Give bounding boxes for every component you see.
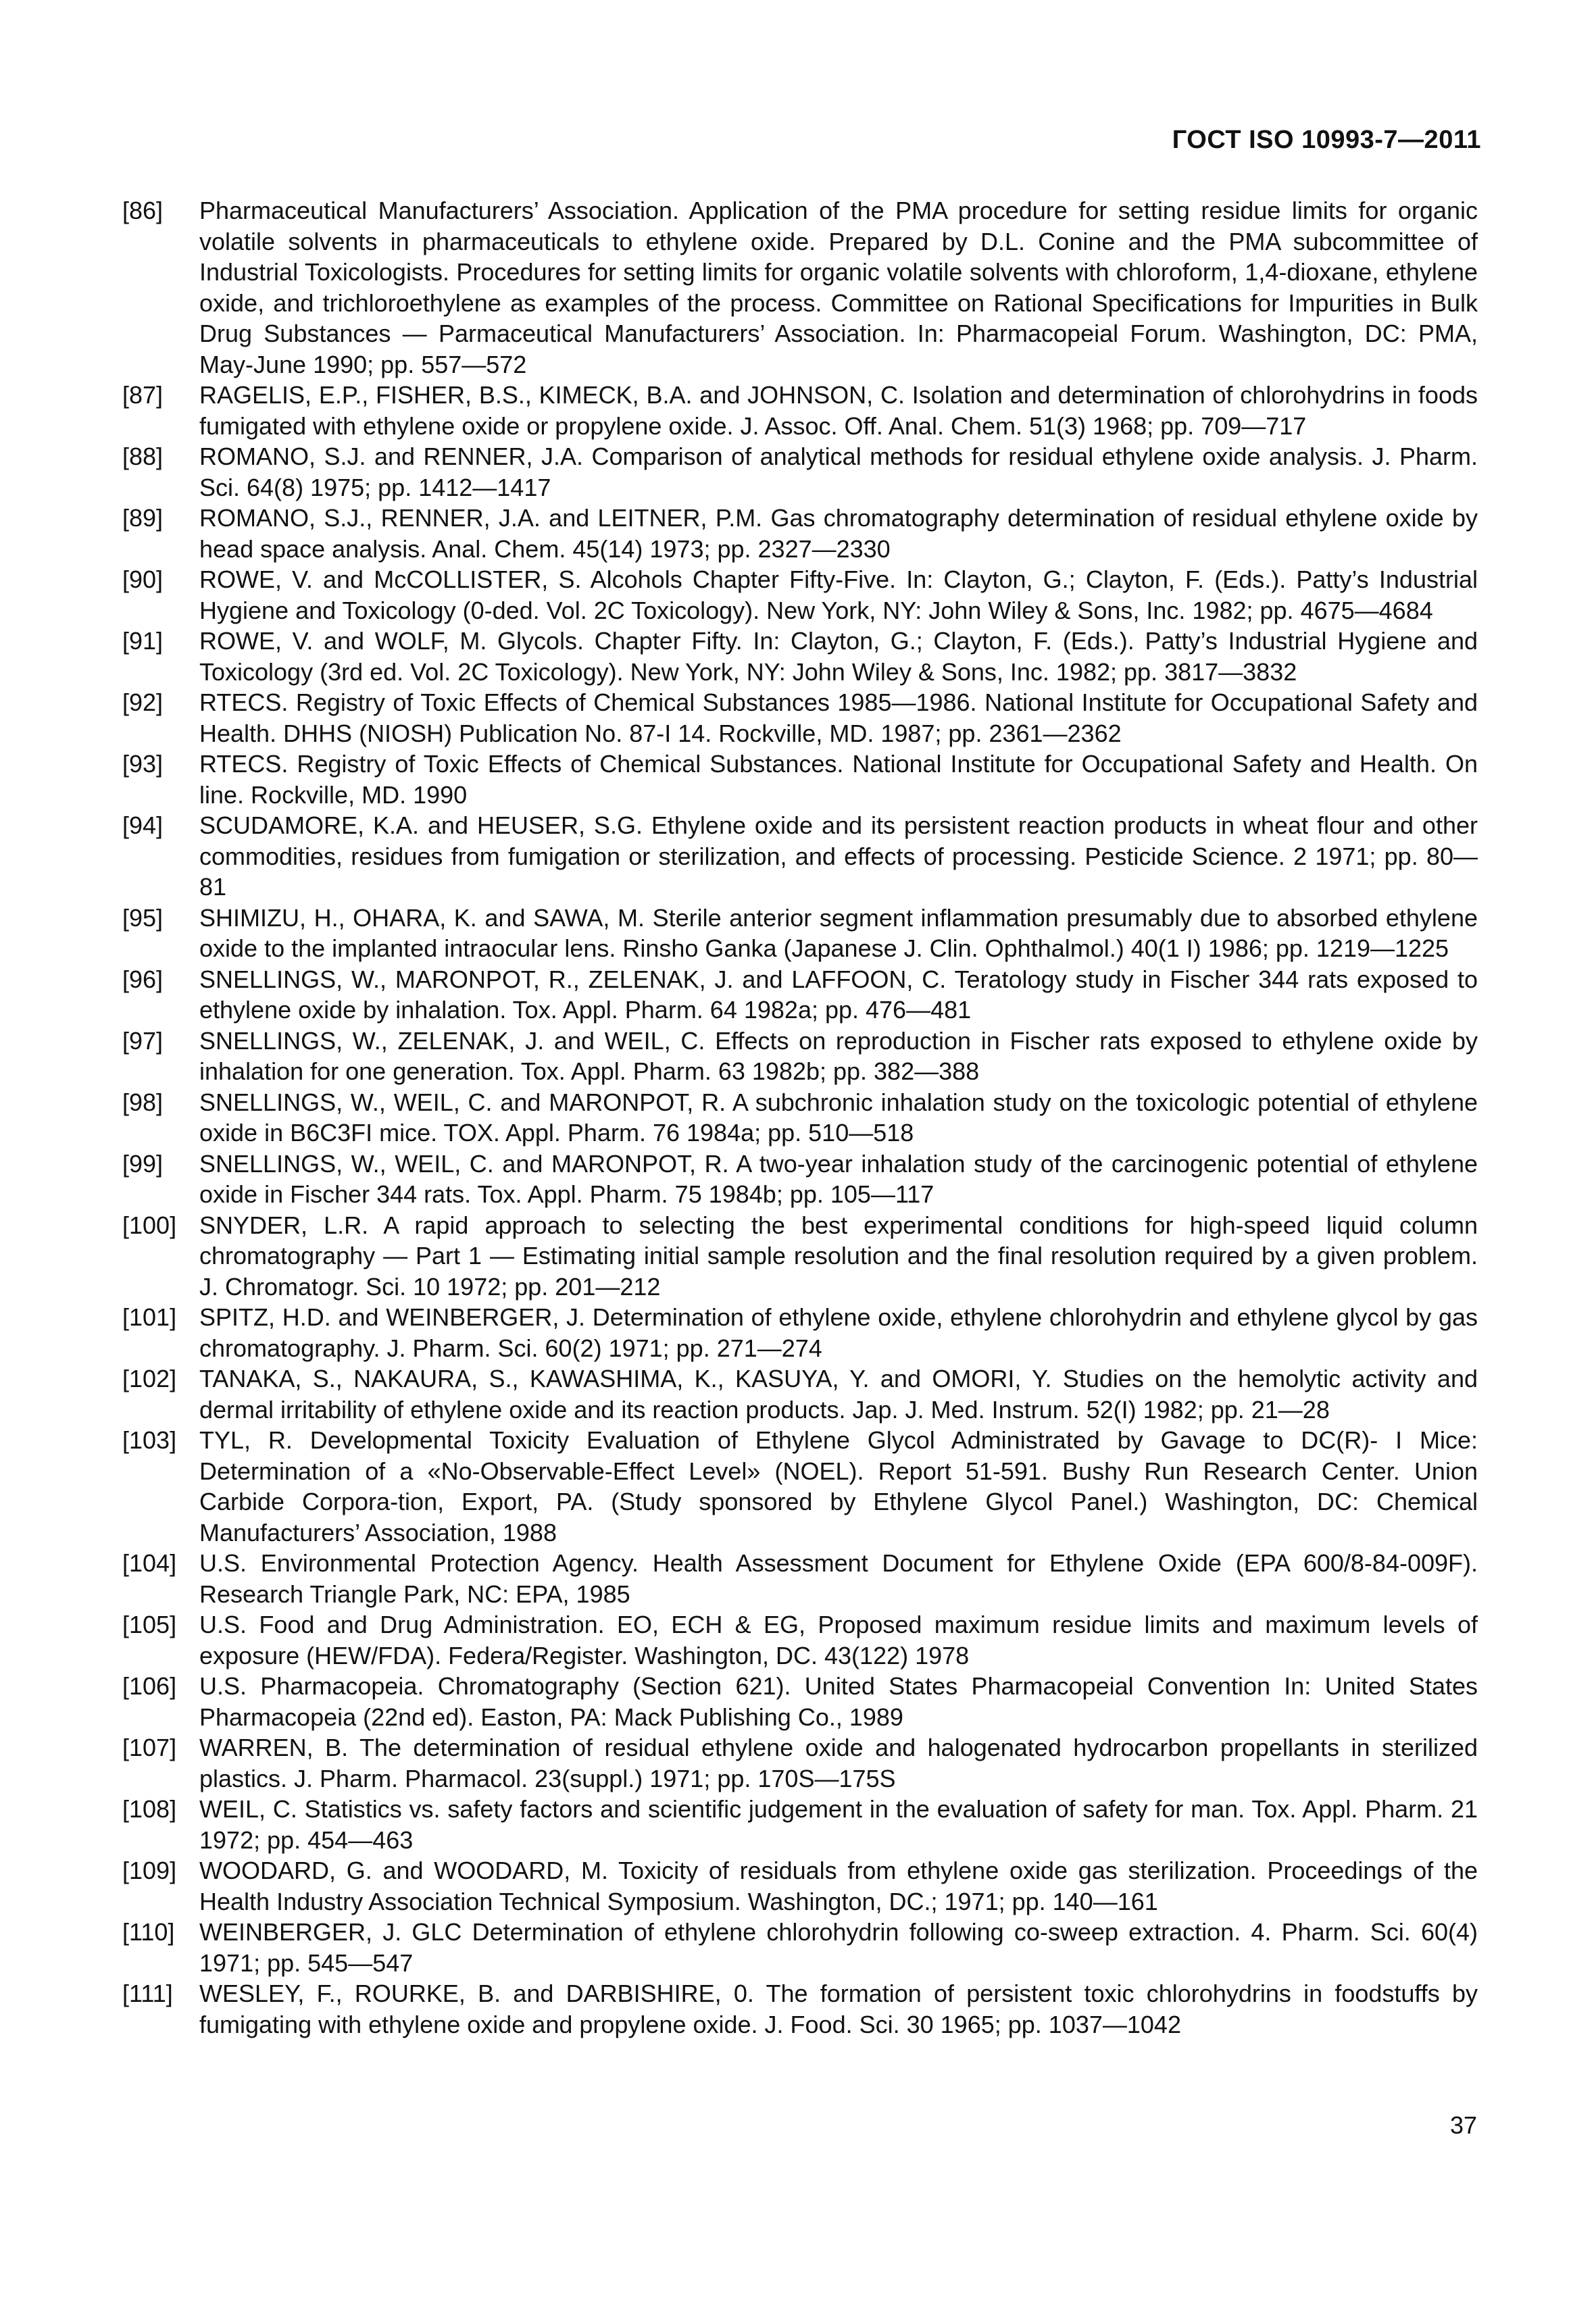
reference-number: [96] [122, 965, 164, 993]
reference-text: TANAKA, S., NAKAURA, S., KAWASHIMA, K., KASUYA, Y. and OMORI, Y. Studies on the hemolytic activity and dermal irritability of ethylene oxide and its reaction products. Jap. J. Med. Instrum. 52(I) 1982; pp. 21—28 [199, 1365, 1478, 1424]
reference-text: SNYDER, L.R. A rapid approach to selecting the best experimental conditions for high-speed liquid column chromatography — Part 1 — Estimating initial sample resolution and the final resolution required by a given problem. J. Chromatogr. Sci. 10 1972; pp. 201—212 [199, 1211, 1478, 1301]
reference-number: [88] [122, 443, 164, 470]
reference-text: Pharmaceutical Manufacturers’ Association. Application of the PMA procedure for setting residue limits for organic volatile solvents in pharmaceuticals to ethylene oxide. Prepared by D.L. Conine and the PMA subcommittee of Industrial Toxicologists. Procedures for setting limits for organic volatile solvents with chloroform, 1,4-dioxane, ethylene oxide, and trichloroethylene as examples of the process. Committee on Rational Specifications for Impurities in Bulk Drug Substances — Parmaceutical Manufacturers’ Association. In: Pharmacopeial Forum. Washington, DC: PMA, May-June 1990; pp. 557—572 [199, 197, 1478, 378]
reference-text: RAGELIS, E.P., FISHER, B.S., KIMECK, B.A. and JOHNSON, C. Isolation and determination of chlorohydrins in foods fumigated with ethylene oxide or propylene oxide. J. Assoc. Off. Anal. Chem. 51(3) 1968; pp. 709—717 [199, 381, 1478, 440]
reference-text: SNELLINGS, W., ZELENAK, J. and WEIL, C. Effects on reproduction in Fischer rats exposed to ethylene oxide by inhalation for one generation. Tox. Appl. Pharm. 63 1982b; pp. 382—388 [199, 1026, 1478, 1085]
reference-item [122, 1609, 1478, 1671]
reference-text: SPITZ, H.D. and WEINBERGER, J. Determination of ethylene oxide, ethylene chlorohydrin and ethylene glycol by gas chromatography. J. Pharm. Sci. 60(2) 1971; pp. 271—274 [199, 1303, 1478, 1362]
reference-number: [103] [122, 1426, 177, 1454]
reference-text: ROWE, V. and McCOLLISTER, S. Alcohols Chapter Fifty-Five. In: Clayton, G.; Clayton, F. (Eds.). Patty’s Industrial Hygiene and Toxicology (0-ded. Vol. 2C Toxicology). New York, NY: John Wiley & Sons, Inc. 1982; pp. 4675—4684 [199, 565, 1478, 624]
reference-text: WESLEY, F., ROURKE, B. and DARBISHIRE, 0. The formation of persistent toxic chlorohydrins in foodstuffs by fumigating with ethylene oxide and propylene oxide. J. Food. Sci. 30 1965; pp. 1037—1042 [199, 1980, 1478, 2038]
reference-item [122, 964, 1478, 1026]
reference-item [122, 1425, 1478, 1548]
reference-number: [111] [122, 1980, 173, 2007]
reference-number: [87] [122, 381, 164, 409]
reference-item [122, 503, 1478, 564]
reference-item [122, 380, 1478, 441]
reference-item [122, 903, 1478, 964]
reference-item [122, 1732, 1478, 1794]
reference-text: U.S. Environmental Protection Agency. Health Assessment Document for Ethylene Oxide (EPA 600/8-84-009F). Research Triangle Park, NC: EPA, 1985 [199, 1549, 1478, 1608]
reference-item [122, 1855, 1478, 1917]
reference-text: ROMANO, S.J., RENNER, J.A. and LEITNER, P.M. Gas chromatography determination of residual ethylene oxide by head space analysis. Anal. Chem. 45(14) 1973; pp. 2327—2330 [199, 504, 1478, 563]
standard-header: ГОСТ ISO 10993-7—2011 [1172, 126, 1481, 154]
reference-number: [90] [122, 565, 164, 593]
reference-item [122, 1548, 1478, 1609]
reference-number: [106] [122, 1672, 177, 1700]
reference-item [122, 441, 1478, 503]
reference-number: [108] [122, 1795, 177, 1823]
reference-number: [105] [122, 1611, 177, 1638]
reference-item [122, 1210, 1478, 1303]
page-number: 37 [1449, 2111, 1477, 2139]
reference-item [122, 1087, 1478, 1149]
reference-item [122, 564, 1478, 626]
reference-number: [89] [122, 504, 164, 532]
reference-text: TYL, R. Developmental Toxicity Evaluation of Ethylene Glycol Administrated by Gavage to DC(R)- I Mice: Determination of a «No-Observable-Effect Level» (NOEL). Report 51-591. Bushy Run Research Center. Union Carbide Corpora-tion, Export, PA. (Study sponsored by Ethylene Glycol Panel.) Washington, DC: Chemical Manufacturers’ Association, 1988 [199, 1426, 1478, 1546]
reference-item [122, 1302, 1478, 1363]
reference-number: [93] [122, 750, 164, 778]
reference-text: SNELLINGS, W., WEIL, C. and MARONPOT, R. A two-year inhalation study of the carcinogenic potential of ethylene oxide in Fischer 344 rats. Tox. Appl. Pharm. 75 1984b; pp. 105—117 [199, 1149, 1478, 1208]
reference-number: [94] [122, 811, 164, 839]
reference-item [122, 1026, 1478, 1087]
reference-number: [100] [122, 1211, 177, 1239]
reference-text: SNELLINGS, W., WEIL, C. and MARONPOT, R. A subchronic inhalation study on the toxicologic potential of ethylene oxide in B6C3FI mice. TOX. Appl. Pharm. 76 1984a; pp. 510—518 [199, 1088, 1478, 1147]
reference-item [122, 687, 1478, 749]
reference-text: ROWE, V. and WOLF, M. Glycols. Chapter Fifty. In: Clayton, G.; Clayton, F. (Eds.). Patty’s Industrial Hygiene and Toxicology (3rd ed. Vol. 2C Toxicology). New York, NY: John Wiley & Sons, Inc. 1982; pp. 3817—3832 [199, 627, 1478, 686]
reference-item [122, 810, 1478, 903]
reference-text: RTECS. Registry of Toxic Effects of Chemical Substances. National Institute for Occupational Safety and Health. On line. Rockville, MD. 1990 [199, 750, 1478, 809]
reference-text: U.S. Food and Drug Administration. EO, ECH & EG, Proposed maximum residue limits and maximum levels of exposure (HEW/FDA). Federa/Register. Washington, DC. 43(122) 1978 [199, 1611, 1478, 1669]
reference-item [122, 1671, 1478, 1732]
reference-number: [98] [122, 1088, 164, 1116]
reference-number: [99] [122, 1149, 164, 1178]
reference-number: [109] [122, 1857, 177, 1884]
reference-number: [95] [122, 903, 164, 932]
reference-number: [101] [122, 1303, 177, 1331]
reference-text: RTECS. Registry of Toxic Effects of Chemical Substances 1985—1986. National Institute for Occupational Safety and Health. DHHS (NIOSH) Publication No. 87-I 14. Rockville, MD. 1987; pp. 2361—2362 [199, 688, 1478, 747]
reference-text: WARREN, B. The determination of residual ethylene oxide and halogenated hydrocarbon propellants in sterilized plastics. J. Pharm. Pharmacol. 23(suppl.) 1971; pp. 170S—175S [199, 1734, 1478, 1792]
reference-item [122, 1978, 1478, 2040]
reference-item [122, 1149, 1478, 1210]
reference-text: SHIMIZU, H., OHARA, K. and SAWA, M. Sterile anterior segment inflammation presumably due to absorbed ethylene oxide to the implanted intraocular lens. Rinsho Ganka (Japanese J. Clin. Ophthalmol.) 40(1 I) 1986; pp. 1219—1225 [199, 903, 1478, 962]
reference-number: [91] [122, 627, 164, 655]
reference-number: [110] [122, 1918, 175, 1946]
reference-text: SCUDAMORE, K.A. and HEUSER, S.G. Ethylene oxide and its persistent reaction products in wheat flour and other commodities, residues from fumigation or sterilization, and effects of processing. Pesticide Science. 2 1971; pp. 80—81 [199, 811, 1478, 901]
reference-number: [86] [122, 197, 164, 224]
reference-list [122, 195, 1478, 2040]
reference-item [122, 1363, 1478, 1425]
reference-number: [92] [122, 688, 164, 716]
reference-item [122, 1794, 1478, 1855]
reference-item [122, 1917, 1478, 1978]
reference-number: [102] [122, 1365, 177, 1392]
reference-text: ROMANO, S.J. and RENNER, J.A. Comparison of analytical methods for residual ethylene oxide analysis. J. Pharm. Sci. 64(8) 1975; pp. 1412—1417 [199, 443, 1478, 501]
reference-text: WEIL, C. Statistics vs. safety factors and scientific judgement in the evaluation of safety for man. Tox. Appl. Pharm. 21 1972; pp. 454—463 [199, 1795, 1478, 1854]
reference-number: [107] [122, 1734, 177, 1761]
reference-number: [97] [122, 1026, 164, 1055]
reference-text: WEINBERGER, J. GLC Determination of ethylene chlorohydrin following co-sweep extraction. 4. Pharm. Sci. 60(4) 1971; pp. 545—547 [199, 1918, 1478, 1977]
reference-text: WOODARD, G. and WOODARD, M. Toxicity of residuals from ethylene oxide gas sterilization. Proceedings of the Health Industry Association Technical Symposium. Washington, DC.; 1971; pp. 140—161 [199, 1857, 1478, 1915]
reference-item [122, 195, 1478, 380]
reference-text: U.S. Pharmacopeia. Chromatography (Section 621). United States Pharmacopeial Convention In: United States Pharmacopeia (22nd ed). Easton, PA: Mack Publishing Co., 1989 [199, 1672, 1478, 1731]
reference-number: [104] [122, 1549, 177, 1577]
reference-item [122, 749, 1478, 810]
reference-text: SNELLINGS, W., MARONPOT, R., ZELENAK, J. and LAFFOON, C. Teratology study in Fischer 344 rats exposed to ethylene oxide by inhalation. Tox. Appl. Pharm. 64 1982a; pp. 476—481 [199, 965, 1478, 1024]
reference-item [122, 626, 1478, 687]
